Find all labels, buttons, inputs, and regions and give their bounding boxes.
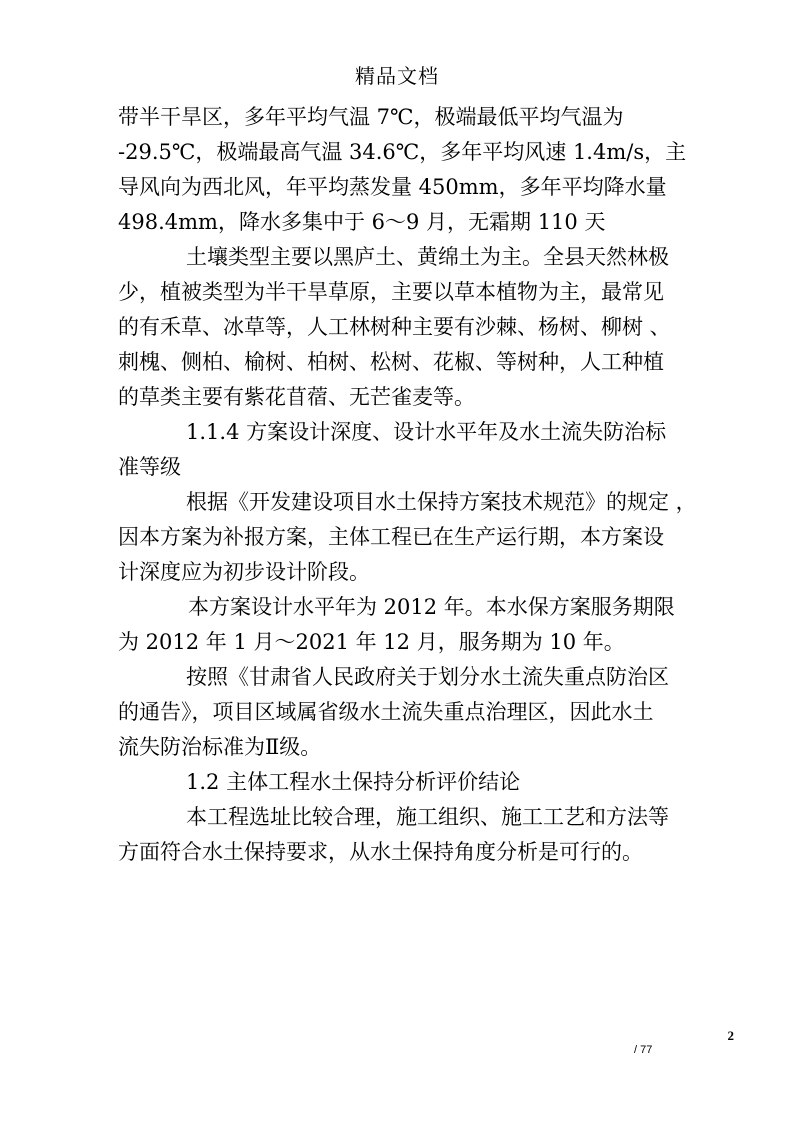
page-header: 精品文档 (355, 64, 439, 88)
text-line: 刺槐、侧柏、榆树、柏树、松树、花椒、等树种，人工种植 (118, 350, 664, 374)
document-body (118, 100, 697, 870)
text-line: 根据《开发建设项目水土保持方案技术规范》的规定 ， (186, 490, 697, 514)
section-heading: 1.1.4 方案设计深度、设计水平年及水土流失防治标 (186, 420, 667, 444)
page-number: 2 (727, 1028, 734, 1043)
text-line: 498.4mm，降水多集中于 6～9 月，无霜期 110 天 (118, 210, 606, 234)
text-line: 为 2012 年 1 月～2021 年 12 月，服务期为 10 年。 (118, 630, 625, 654)
text-line: 带半干旱区，多年平均气温 7℃，极端最低平均气温为 (118, 105, 624, 129)
text-line: 少，植被类型为半干旱草原，主要以草本植物为主，最常见 (118, 280, 664, 304)
section-heading: 1.2 主体工程水土保持分析评价结论 (186, 770, 521, 794)
text-line: 的通告》，项目区域属省级水土流失重点治理区，因此水土 (118, 700, 654, 724)
text-line: 本方案设计水平年为 2012 年。本水保方案服务期限 (188, 595, 675, 619)
text-line: 土壤类型主要以黑庐土、黄绵土为主。全县天然林极 (186, 245, 669, 269)
page-total: / 77 (634, 1044, 653, 1056)
text-line: 本工程选址比较合理，施工组织、施工工艺和方法等 (186, 805, 669, 829)
section-heading: 准等级 (118, 455, 181, 479)
text-line: 方面符合水土保持要求，从水土保持角度分析是可行的。 (118, 840, 643, 864)
text-line: -29.5℃，极端最高气温 34.6℃，多年平均风速 1.4m/s，主 (118, 140, 687, 164)
text-line: 的有禾草、冰草等，人工林树种主要有沙棘、杨树、柳树 、 (118, 315, 671, 339)
text-line: 计深度应为初步设计阶段。 (118, 560, 370, 584)
text-line: 导风向为西北风，年平均蒸发量 450mm，多年平均降水量 (118, 175, 667, 199)
text-line: 流失防治标准为Ⅱ级。 (118, 735, 322, 759)
text-line: 的草类主要有紫花苜蓿、无芒雀麦等。 (118, 385, 475, 409)
text-line: 因本方案为补报方案，主体工程已在生产运行期，本方案设 (118, 525, 664, 549)
text-line: 按照《甘肃省人民政府关于划分水土流失重点防治区 (186, 665, 669, 689)
